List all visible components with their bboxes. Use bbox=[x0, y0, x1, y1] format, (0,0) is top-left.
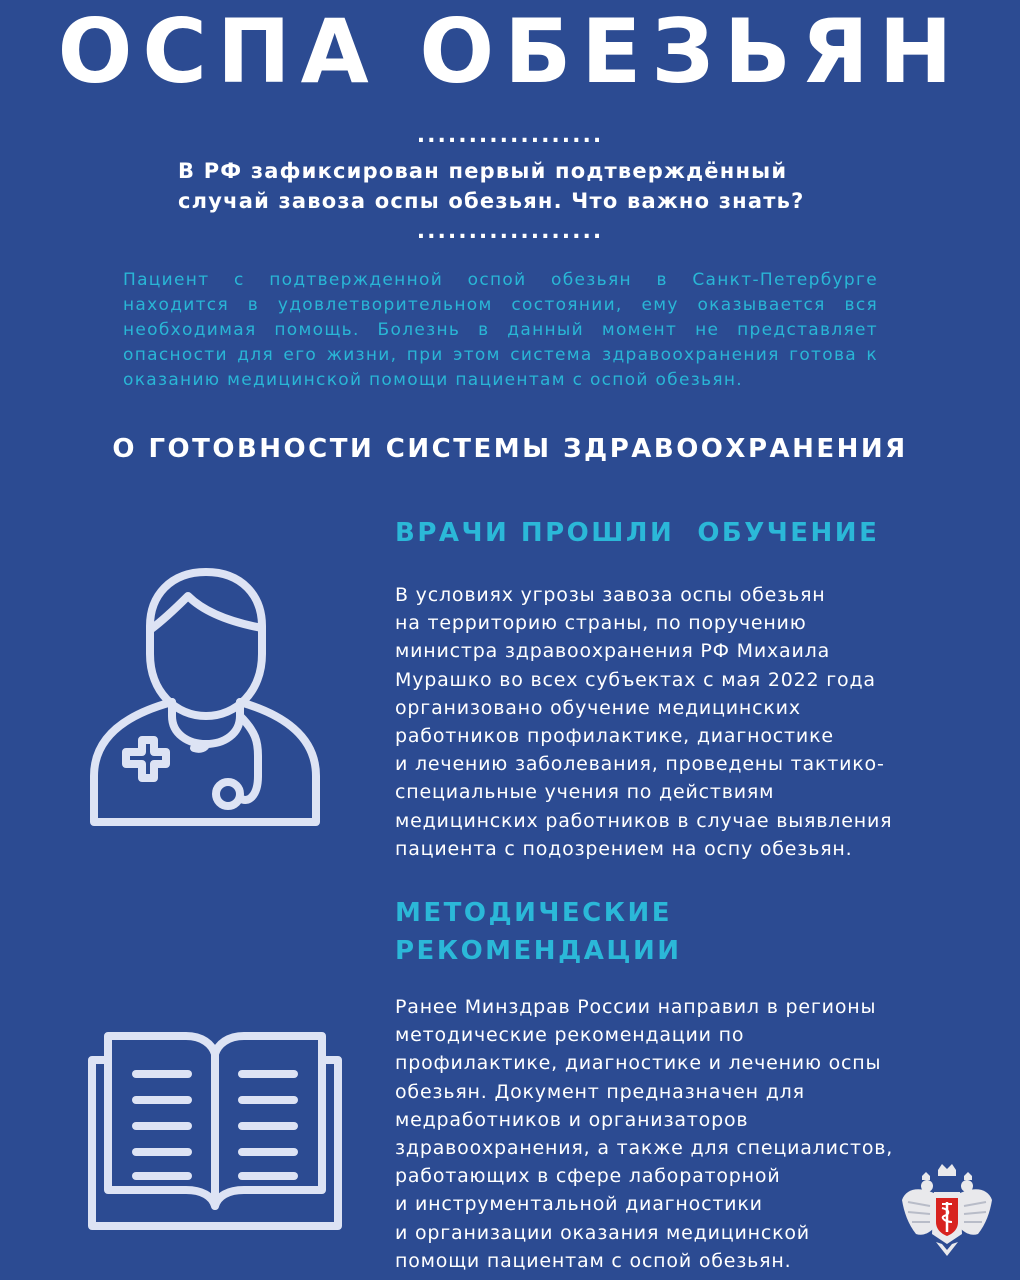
subtitle-line: случай завоза оспы обезьян. Что важно знать? bbox=[178, 189, 805, 213]
body-line: медицинских работников в случае выявления bbox=[395, 809, 893, 832]
body-line: и инструментальной диагностики bbox=[395, 1193, 763, 1216]
intro-paragraph: Пациент с подтвержденной оспой обезьян в Санкт-Петербурге находится в удовлетворительном состоянии, ему оказывается вся необходимая помощь. Болезнь в данный момент не представляет опасности для его жизни, при этом система здравоохранения готова к оказанию медицинской помощи пациентам с оспой обезьян. bbox=[123, 270, 878, 390]
body-line: Ранее Минздрав России направил в регионы bbox=[395, 996, 877, 1018]
block2-heading-line: МЕТОДИЧЕСКИЕ bbox=[395, 898, 673, 928]
body-line: профилактике, диагностике и лечению оспы bbox=[395, 1052, 882, 1075]
subtitle-line: В РФ зафиксирован первый подтверждённый bbox=[178, 159, 788, 183]
book-icon bbox=[86, 1030, 344, 1232]
body-line: министра здравоохранения РФ Михаила bbox=[395, 640, 831, 663]
page-title: ОСПА ОБЕЗЬЯН bbox=[57, 0, 963, 103]
section-title: О ГОТОВНОСТИ СИСТЕМЫ ЗДРАВООХРАНЕНИЯ bbox=[112, 434, 908, 464]
block2-body bbox=[395, 993, 955, 1275]
body-line: пациента с подозрением на оспу обезьян. bbox=[395, 837, 853, 860]
body-line: работающих в сфере лабораторной bbox=[395, 1165, 781, 1188]
subtitle bbox=[178, 156, 878, 216]
body-line: обезьян. Документ предназначен для bbox=[395, 1080, 805, 1103]
body-line: работников профилактике, диагностике bbox=[395, 725, 834, 748]
body-line: Мурашко во всех субъектах с мая 2022 года bbox=[395, 668, 876, 691]
body-line: и лечению заболевания, проведены тактико- bbox=[395, 753, 885, 776]
emblem-icon bbox=[900, 1164, 994, 1262]
block1-body bbox=[395, 581, 955, 863]
body-line: организовано обучение медицинских bbox=[395, 696, 801, 719]
divider-top: .................. bbox=[416, 123, 604, 148]
body-line: методические рекомендации по bbox=[395, 1024, 745, 1047]
body-line: медработников и организаторов bbox=[395, 1108, 749, 1131]
body-line: В условиях угрозы завоза оспы обезьян bbox=[395, 584, 826, 606]
body-line: здравоохранения, а также для специалистов, bbox=[395, 1137, 894, 1160]
body-line: специальные учения по действиям bbox=[395, 781, 775, 804]
body-line: на территорию страны, по поручению bbox=[395, 612, 807, 635]
divider-bottom: .................. bbox=[416, 219, 604, 244]
doctor-icon bbox=[88, 566, 324, 832]
block2-heading-line: РЕКОМЕНДАЦИИ bbox=[395, 936, 682, 966]
body-line: и организации оказания медицинской bbox=[395, 1221, 810, 1244]
block2-heading bbox=[395, 894, 995, 970]
body-line: помощи пациентам с оспой обезьян. bbox=[395, 1249, 792, 1272]
block1-heading: ВРАЧИ ПРОШЛИ ОБУЧЕНИЕ bbox=[395, 518, 880, 548]
